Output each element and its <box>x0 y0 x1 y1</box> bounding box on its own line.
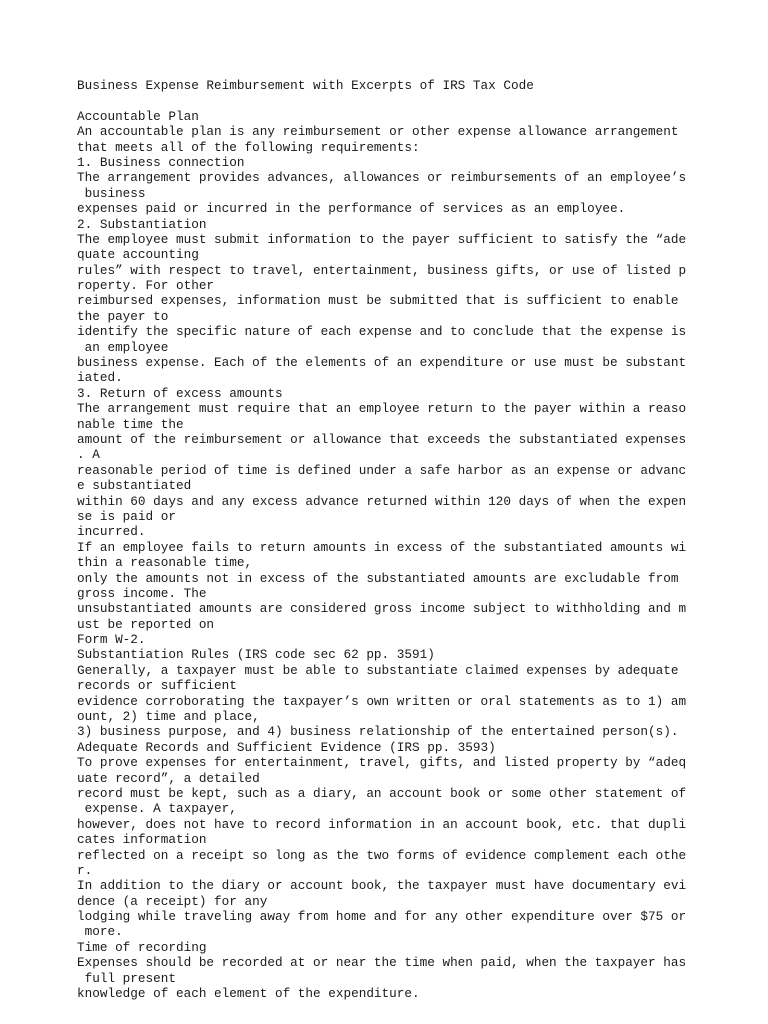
text-line: identify the specific nature of each expense and to conclude that the expense is <box>77 324 687 340</box>
text-line: The arrangement provides advances, allowances or reimbursements of an employee’s <box>77 170 687 186</box>
text-line: however, does not have to record information in an account book, etc. that dupli <box>77 816 687 832</box>
text-line: evidence corroborating the taxpayer’s own written or oral statements as to 1) am <box>77 693 687 709</box>
text-line: se is paid or <box>77 508 176 524</box>
text-line: 2. Substantiation <box>77 216 207 232</box>
text-line: nable time the <box>77 416 184 432</box>
text-line: dence (a receipt) for any <box>77 893 268 909</box>
text-line: Form W-2. <box>77 632 146 648</box>
text-line: Time of recording <box>77 939 207 955</box>
text-line: ust be reported on <box>77 616 215 632</box>
text-line: reimbursed expenses, information must be submitted that is sufficient to enable <box>77 293 679 309</box>
text-line: Expenses should be recorded at or near the time when paid, when the taxpayer has <box>77 955 687 971</box>
text-line: In addition to the diary or account book, the taxpayer must have documentary evi <box>77 878 687 894</box>
text-line: records or sufficient <box>77 678 237 694</box>
text-line: gross income. The <box>77 585 207 601</box>
text-line: thin a reasonable time, <box>77 555 253 571</box>
text-line: Adequate Records and Sufficient Evidence (IRS pp. 3593) <box>77 739 496 755</box>
text-line: incurred. <box>77 524 146 540</box>
document-title: Business Expense Reimbursement with Excerpts of IRS Tax Code <box>77 78 534 93</box>
text-line: only the amounts not in excess of the substantiated amounts are excludable from <box>77 570 679 586</box>
text-line: unsubstantiated amounts are considered gross income subject to withholding and m <box>77 601 687 617</box>
text-line: an employee <box>77 339 169 355</box>
text-line: reasonable period of time is defined under a safe harbor as an expense or advanc <box>77 462 687 478</box>
text-line: reflected on a receipt so long as the two forms of evidence complement each othe <box>77 847 687 863</box>
text-line: within 60 days and any excess advance returned within 120 days of when the expen <box>77 493 687 509</box>
text-line: the payer to <box>77 308 169 324</box>
text-line: e substantiated <box>77 478 192 494</box>
text-line: full present <box>77 970 176 986</box>
text-line: cates information <box>77 832 207 848</box>
text-line: The employee must submit information to the payer sufficient to satisfy the “ade <box>77 231 687 247</box>
text-line: ount, 2) time and place, <box>77 709 260 725</box>
text-line: iated. <box>77 370 123 386</box>
text-line: expense. A taxpayer, <box>77 801 237 817</box>
text-line: . A <box>77 447 100 463</box>
text-line: r. <box>77 862 93 878</box>
text-line: business expense. Each of the elements of an expenditure or use must be substant <box>77 355 687 371</box>
text-line: 3) business purpose, and 4) business relationship of the entertained person(s). <box>77 724 679 740</box>
text-line: amount of the reimbursement or allowance that exceeds the substantiated expenses <box>77 431 687 447</box>
document-lines <box>77 109 757 1002</box>
text-line: 1. Business connection <box>77 154 245 170</box>
text-line: knowledge of each element of the expenditure. <box>77 986 420 1002</box>
text-line: To prove expenses for entertainment, travel, gifts, and listed property by “adeq <box>77 755 687 771</box>
text-line: more. <box>77 924 123 940</box>
document-body <box>77 78 757 1001</box>
text-line: An accountable plan is any reimbursement or other expense allowance arrangement <box>77 124 679 140</box>
text-line: Substantiation Rules (IRS code sec 62 pp. 3591) <box>77 647 435 663</box>
text-line: Accountable Plan <box>77 108 199 124</box>
text-line: If an employee fails to return amounts in excess of the substantiated amounts wi <box>77 539 687 555</box>
text-line: uate record”, a detailed <box>77 770 260 786</box>
text-line: Generally, a taxpayer must be able to substantiate claimed expenses by adequate <box>77 662 679 678</box>
text-line: quate accounting <box>77 247 199 263</box>
text-line: 3. Return of excess amounts <box>77 385 283 401</box>
text-line: roperty. For other <box>77 278 215 294</box>
text-line: business <box>77 185 146 201</box>
text-line: expenses paid or incurred in the performance of services as an employee. <box>77 201 626 217</box>
text-line: that meets all of the following requirements: <box>77 139 420 155</box>
blank-line <box>77 93 757 108</box>
text-line: record must be kept, such as a diary, an account book or some other statement of <box>77 785 687 801</box>
text-line: lodging while traveling away from home and for any other expenditure over $75 or <box>77 909 687 925</box>
text-line: rules” with respect to travel, entertainment, business gifts, or use of listed p <box>77 262 687 278</box>
text-line: The arrangement must require that an employee return to the payer within a reaso <box>77 401 687 417</box>
